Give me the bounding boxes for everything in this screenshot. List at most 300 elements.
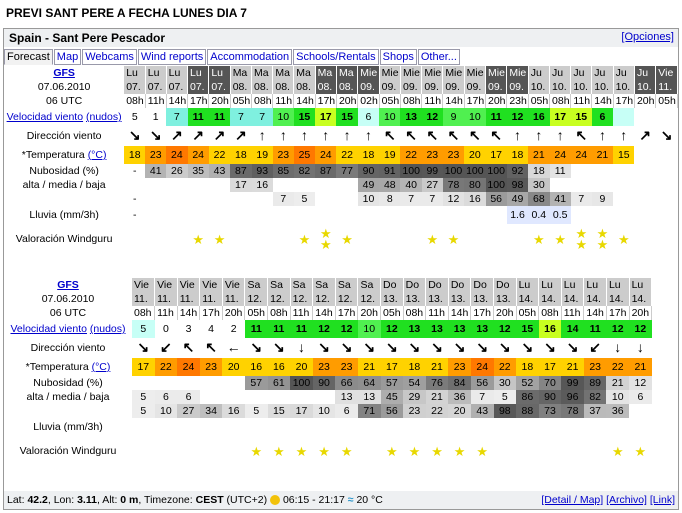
cloud-cell: 27 bbox=[422, 178, 443, 192]
footer-bar bbox=[4, 491, 678, 509]
time-cell: 09. bbox=[400, 80, 421, 94]
temperature-cell: 22 bbox=[606, 358, 629, 376]
cloud-cell bbox=[634, 164, 655, 178]
time-cell: 11. bbox=[200, 292, 223, 306]
time-cell: 05h bbox=[230, 94, 251, 108]
temperature-cell: 24 bbox=[177, 358, 200, 376]
time-cell: 14h bbox=[313, 306, 336, 320]
time-cell: 08h bbox=[403, 306, 426, 320]
cloud-cell: 20 bbox=[448, 404, 471, 418]
tab-shops[interactable]: Shops bbox=[380, 49, 417, 65]
rain-cell bbox=[358, 418, 381, 436]
wind-direction-cell bbox=[516, 338, 539, 358]
cloud-cell: 84 bbox=[448, 376, 471, 390]
time-cell: 20h bbox=[336, 94, 357, 108]
header-label-dates: 07.06.2010 bbox=[41, 293, 95, 305]
time-cell: Do bbox=[381, 278, 404, 292]
star-icon: ★ bbox=[318, 443, 330, 459]
rating-cell bbox=[188, 224, 209, 254]
time-cell: Ma bbox=[273, 66, 294, 80]
wind-arrow-icon: ↘ bbox=[363, 339, 376, 355]
wind-direction-cell bbox=[550, 126, 571, 146]
rating-cell bbox=[550, 224, 571, 254]
rain-cell bbox=[448, 418, 471, 436]
forecast-widget bbox=[3, 28, 679, 510]
wind-speed-cell: 11 bbox=[209, 108, 230, 126]
wind-arrow-icon: ↘ bbox=[476, 339, 489, 355]
time-cell: 12. bbox=[268, 292, 291, 306]
cloud-cell bbox=[592, 164, 613, 178]
time-cell: Ma bbox=[315, 66, 336, 80]
rain-cell bbox=[571, 206, 592, 224]
model-link[interactable]: GFS bbox=[53, 67, 75, 79]
rain-cell bbox=[188, 206, 209, 224]
cloud-cell: 29 bbox=[403, 390, 426, 404]
cloud-cell bbox=[571, 178, 592, 192]
time-cell: 08h bbox=[252, 94, 273, 108]
cloud-cell bbox=[656, 192, 678, 206]
wind-speed-cell: 6 bbox=[592, 108, 613, 126]
rating-cell bbox=[294, 224, 315, 254]
cloud-cell: 6 bbox=[335, 404, 358, 418]
star-icon: ★ bbox=[596, 226, 609, 241]
wind-arrow-icon: ↑ bbox=[598, 127, 606, 143]
time-cell: 17h bbox=[464, 94, 485, 108]
star-icon: ★ bbox=[575, 226, 588, 241]
rain-row bbox=[4, 418, 652, 436]
wind-speed-cell: 9 bbox=[443, 108, 464, 126]
wind-arrow-icon: ↖ bbox=[468, 127, 481, 143]
rain-cell bbox=[629, 418, 652, 436]
wind-speed-cell: 12 bbox=[422, 108, 443, 126]
time-cell: Ma bbox=[294, 66, 315, 80]
time-cell: Lu bbox=[124, 66, 145, 80]
time-cell: 13. bbox=[403, 292, 426, 306]
rating-cell bbox=[379, 224, 400, 254]
model-link[interactable]: GFS bbox=[57, 279, 79, 291]
time-cell: Lu bbox=[539, 278, 562, 292]
cloud-cell bbox=[629, 404, 652, 418]
temperature-cell: 18 bbox=[507, 146, 528, 164]
speed-link[interactable]: Velocidad viento bbox=[6, 111, 84, 123]
time-cell: 17h bbox=[613, 94, 634, 108]
time-cell: 07. bbox=[188, 80, 209, 94]
star-icon: ★ bbox=[554, 231, 567, 247]
cloud-cell: 7 bbox=[400, 192, 421, 206]
time-cell: 07. bbox=[124, 80, 145, 94]
time-cell: Lu bbox=[166, 66, 187, 80]
wind-speed-row-label bbox=[4, 108, 124, 126]
temperature-cell: 24 bbox=[188, 146, 209, 164]
wind-arrow-icon: ↓ bbox=[297, 339, 305, 355]
wind-direction-cell bbox=[400, 126, 421, 146]
wind-arrow-icon: ↖ bbox=[383, 127, 396, 143]
rain-cell bbox=[400, 206, 421, 224]
cloud-cell: 96 bbox=[561, 390, 584, 404]
temperature-cell: 23 bbox=[273, 146, 294, 164]
star-icon: ★ bbox=[426, 231, 439, 247]
cloud-cell: 66 bbox=[335, 376, 358, 390]
temperature-cell: 16 bbox=[245, 358, 268, 376]
header-row-hours bbox=[4, 306, 652, 320]
wind-direction-row-label: Dirección viento bbox=[30, 342, 106, 354]
time-cell: 10. bbox=[571, 80, 592, 94]
wind-speed-cell: 0 bbox=[155, 320, 178, 338]
cloud-cell bbox=[613, 192, 634, 206]
header-row-dates bbox=[4, 292, 652, 306]
tab-map[interactable]: Map bbox=[54, 49, 81, 65]
rain-cell bbox=[290, 418, 313, 436]
wind-arrow-icon: ↘ bbox=[318, 339, 330, 355]
wind-direction-cell bbox=[606, 338, 629, 358]
sun-icon bbox=[270, 495, 280, 505]
cloud-cell: 82 bbox=[584, 390, 607, 404]
time-cell: 14. bbox=[516, 292, 539, 306]
wind-speed-cell: 16 bbox=[528, 108, 549, 126]
wind-direction-cell bbox=[494, 338, 517, 358]
cloud-cell: 56 bbox=[381, 404, 404, 418]
star-icon: ★ bbox=[634, 443, 647, 459]
time-cell: Ju bbox=[528, 66, 549, 80]
detail-map-link[interactable]: [Detail / Map] bbox=[541, 494, 604, 506]
knots-link[interactable]: (nudos) bbox=[89, 323, 126, 335]
time-cell: Ju bbox=[634, 66, 655, 80]
rating-cell bbox=[494, 436, 517, 466]
wind-arrow-icon: ↗ bbox=[192, 127, 205, 143]
time-cell: 20h bbox=[358, 306, 381, 320]
cloud-cell: 64 bbox=[358, 376, 381, 390]
rating-cell bbox=[443, 224, 464, 254]
tab-accommodation[interactable]: Accommodation bbox=[207, 49, 292, 65]
header-label-dates: 07.06.2010 bbox=[37, 81, 91, 93]
rating-cell bbox=[132, 436, 155, 466]
star-icon: ★ bbox=[319, 237, 332, 252]
rating-cell bbox=[252, 224, 273, 254]
rain-cell bbox=[464, 206, 485, 224]
time-cell: 11h bbox=[561, 306, 584, 320]
time-cell: 10. bbox=[634, 80, 655, 94]
cloud-cell: 76 bbox=[426, 376, 449, 390]
wind-direction-cell bbox=[188, 126, 209, 146]
wind-speed-cell: 2 bbox=[222, 320, 245, 338]
time-cell: 10. bbox=[528, 80, 549, 94]
time-cell: 23h bbox=[507, 94, 528, 108]
time-cell: Lu bbox=[584, 278, 607, 292]
wind-arrow-icon: ↙ bbox=[589, 339, 602, 355]
cloud-row-mid-label: alta / media / baja bbox=[22, 179, 106, 191]
star-icon: ★ bbox=[431, 443, 443, 459]
time-cell: 14. bbox=[584, 292, 607, 306]
cloud-cell bbox=[252, 192, 273, 206]
wind-speed-cell: 11 bbox=[245, 320, 268, 338]
cloud-cell: 36 bbox=[448, 390, 471, 404]
wind-speed-cell: 11 bbox=[188, 108, 209, 126]
wind-arrow-icon: ↓ bbox=[636, 339, 644, 355]
time-cell: 09. bbox=[486, 80, 507, 94]
rain-cell bbox=[335, 418, 358, 436]
celsius-link[interactable]: (°C) bbox=[91, 361, 111, 373]
rating-cell bbox=[313, 436, 336, 466]
cloud-cell: 98 bbox=[494, 404, 517, 418]
cloud-cell: 57 bbox=[381, 376, 404, 390]
cloud-cell bbox=[145, 192, 166, 206]
time-cell: 13. bbox=[426, 292, 449, 306]
cloud-cell: 88 bbox=[516, 404, 539, 418]
rating-cell bbox=[358, 224, 379, 254]
wind-speed-cell: 11 bbox=[486, 108, 507, 126]
cloud-cell: 87 bbox=[315, 164, 336, 178]
knots-link[interactable]: (nudos) bbox=[86, 111, 122, 123]
cloud-cell: 68 bbox=[528, 192, 549, 206]
cloud-cell: 22 bbox=[426, 404, 449, 418]
rain-cell bbox=[426, 418, 449, 436]
cloud-cell: 21 bbox=[426, 390, 449, 404]
time-cell: 20h bbox=[634, 94, 655, 108]
cloud-cell: 5 bbox=[132, 404, 155, 418]
wind-speed-cell: 7 bbox=[230, 108, 251, 126]
wind-arrow-icon: ↖ bbox=[405, 127, 418, 143]
cloud-cell bbox=[209, 192, 230, 206]
cloud-cell: 5 bbox=[132, 390, 155, 404]
temperature-cell: 21 bbox=[528, 146, 549, 164]
rating-cell bbox=[561, 436, 584, 466]
cloud-cell: 100 bbox=[487, 165, 505, 177]
cloud-cell: 41 bbox=[550, 192, 571, 206]
cloud-cell: 100 bbox=[466, 165, 484, 177]
cloud-cell: 10 bbox=[155, 404, 178, 418]
rating-cell bbox=[290, 436, 313, 466]
rain-cell bbox=[166, 206, 187, 224]
rain-cell bbox=[358, 206, 379, 224]
wind-arrow-icon: ↑ bbox=[343, 127, 351, 143]
wind-direction-row bbox=[4, 126, 678, 146]
rain-row-label: Lluvia (mm/3h) bbox=[29, 209, 99, 221]
wind-direction-cell bbox=[629, 338, 652, 358]
cloud-cell bbox=[592, 178, 613, 192]
cloud-cell: 71 bbox=[358, 404, 381, 418]
time-cell: Mie bbox=[358, 66, 379, 80]
cloud-cell: 34 bbox=[200, 404, 223, 418]
temp-text: *Temperatura bbox=[21, 149, 85, 161]
cloud-cell bbox=[177, 376, 200, 390]
wind-direction-cell bbox=[539, 338, 562, 358]
rating-cell bbox=[584, 436, 607, 466]
cloud-row-hi bbox=[4, 164, 678, 178]
cloud-row-hi-label: Nubosidad (%) bbox=[33, 377, 103, 389]
cloud-cell bbox=[145, 178, 166, 192]
time-cell: 14h bbox=[177, 306, 200, 320]
header-label-days[interactable] bbox=[4, 66, 124, 80]
tab-bar bbox=[4, 49, 461, 65]
time-cell: 05h bbox=[381, 306, 404, 320]
cloud-row-lo-label bbox=[4, 192, 124, 206]
rain-row-label: Lluvia (mm/3h) bbox=[33, 421, 103, 433]
rain-cell bbox=[245, 418, 268, 436]
wind-direction-cell bbox=[571, 126, 592, 146]
time-cell: 11h bbox=[422, 94, 443, 108]
time-cell: Lu bbox=[606, 278, 629, 292]
star-icon: ★ bbox=[250, 443, 263, 459]
star-icon: ★ bbox=[340, 443, 353, 459]
wind-arrow-icon: ↘ bbox=[128, 127, 141, 143]
time-cell: 14h bbox=[584, 306, 607, 320]
cloud-cell: 10 bbox=[358, 192, 379, 206]
temperature-cell: 24 bbox=[571, 146, 592, 164]
wind-speed-cell: 10 bbox=[464, 108, 485, 126]
temperature-cell: 21 bbox=[592, 146, 613, 164]
wind-arrow-icon: ↑ bbox=[556, 127, 564, 143]
cloud-cell: 100 bbox=[402, 165, 420, 177]
temperature-row bbox=[4, 146, 678, 164]
time-cell: Do bbox=[471, 278, 494, 292]
wind-arrow-icon: ↗ bbox=[234, 127, 247, 143]
rain-cell bbox=[200, 418, 223, 436]
cloud-cell bbox=[268, 390, 291, 404]
cloud-cell: 16 bbox=[464, 192, 485, 206]
time-cell: 17h bbox=[200, 306, 223, 320]
time-cell: Ma bbox=[230, 66, 251, 80]
wind-arrow-icon: ↑ bbox=[535, 127, 543, 143]
cloud-cell: 12 bbox=[443, 192, 464, 206]
rating-cell bbox=[145, 224, 166, 254]
wind-direction-cell bbox=[448, 338, 471, 358]
cloud-cell: 40 bbox=[400, 178, 421, 192]
time-cell: 11. bbox=[656, 80, 678, 94]
tab-schools-rentals[interactable]: Schools/Rentals bbox=[293, 49, 379, 65]
cloud-cell: - bbox=[124, 192, 145, 206]
time-cell: 08. bbox=[230, 80, 251, 94]
rating-cell bbox=[516, 436, 539, 466]
rating-cell bbox=[155, 436, 178, 466]
cloud-cell: 78 bbox=[561, 404, 584, 418]
cloud-cell bbox=[336, 178, 357, 192]
time-cell: Sa bbox=[268, 278, 291, 292]
tab-wind-reports[interactable]: Wind reports bbox=[138, 49, 206, 65]
wind-direction-cell bbox=[252, 126, 273, 146]
wind-direction-cell bbox=[426, 338, 449, 358]
wind-speed-cell: 10 bbox=[379, 108, 400, 126]
wind-direction-cell bbox=[379, 126, 400, 146]
time-cell: Mie bbox=[486, 66, 507, 80]
cloud-cell: 11 bbox=[550, 164, 571, 178]
temperature-cell: 23 bbox=[584, 358, 607, 376]
cloud-cell: 16 bbox=[222, 404, 245, 418]
cloud-cell: 90 bbox=[358, 164, 379, 178]
wind-speed-cell: 5 bbox=[124, 108, 145, 126]
rating-cell bbox=[166, 224, 187, 254]
wind-speed-cell bbox=[613, 108, 634, 126]
permalink-link[interactable]: [Link] bbox=[649, 494, 675, 506]
time-cell: 13. bbox=[494, 292, 517, 306]
wind-direction-cell bbox=[358, 338, 381, 358]
wind-speed-cell: 1 bbox=[145, 108, 166, 126]
celsius-link[interactable]: (°C) bbox=[87, 149, 107, 161]
wind-direction-cell bbox=[209, 126, 230, 146]
cloud-cell bbox=[656, 164, 678, 178]
rain-cell bbox=[656, 206, 678, 224]
time-cell: 11h bbox=[155, 306, 178, 320]
rating-cell bbox=[177, 436, 200, 466]
time-cell: 12. bbox=[313, 292, 336, 306]
star-icon: ★ bbox=[447, 231, 460, 247]
header-label-days[interactable] bbox=[4, 278, 132, 292]
time-cell: 09. bbox=[507, 80, 528, 94]
cloud-cell: 15 bbox=[268, 404, 291, 418]
tab-webcams[interactable]: Webcams bbox=[82, 49, 137, 65]
rating-cell bbox=[400, 224, 421, 254]
rating-cell bbox=[273, 224, 294, 254]
temperature-cell: 21 bbox=[561, 358, 584, 376]
speed-link[interactable]: Velocidad viento bbox=[10, 323, 87, 335]
wind-speed-cell: 15 bbox=[571, 108, 592, 126]
wind-arrow-icon: ↖ bbox=[490, 127, 503, 143]
cloud-row-hi-label: Nubosidad (%) bbox=[29, 165, 99, 177]
rating-cell bbox=[528, 224, 549, 254]
time-cell: 14h bbox=[448, 306, 471, 320]
star-icon: ★ bbox=[319, 226, 332, 241]
tab-forecast[interactable]: Forecast bbox=[4, 49, 53, 65]
temperature-cell: 24 bbox=[166, 146, 187, 164]
wind-direction-cell bbox=[358, 126, 379, 146]
wind-direction-cell bbox=[313, 338, 336, 358]
cloud-cell: 85 bbox=[273, 164, 294, 178]
cloud-cell: 93 bbox=[252, 164, 273, 178]
temperature-cell bbox=[634, 146, 655, 164]
cloud-cell bbox=[132, 376, 155, 390]
rain-cell bbox=[516, 418, 539, 436]
temperature-cell: 20 bbox=[464, 146, 485, 164]
cloud-cell: 57 bbox=[245, 376, 268, 390]
wind-speed-cell: 17 bbox=[550, 108, 571, 126]
wind-arrow-icon: ↑ bbox=[514, 127, 522, 143]
cloud-cell: 10 bbox=[606, 390, 629, 404]
cloud-cell bbox=[230, 192, 251, 206]
cloud-cell: 13 bbox=[335, 390, 358, 404]
rain-cell: - bbox=[132, 209, 137, 221]
rating-cell bbox=[486, 224, 507, 254]
rating-cell bbox=[200, 436, 223, 466]
rain-cell bbox=[634, 206, 655, 224]
tab-other[interactable]: Other... bbox=[418, 49, 460, 65]
wind-speed-cell: 12 bbox=[629, 320, 652, 338]
cloud-row-lo-label bbox=[4, 404, 132, 418]
time-cell: 17h bbox=[471, 306, 494, 320]
cloud-cell: 37 bbox=[584, 404, 607, 418]
wind-speed-cell: 11 bbox=[290, 320, 313, 338]
wind-arrow-icon: ↖ bbox=[426, 127, 439, 143]
opciones-link[interactable]: [Opciones] bbox=[621, 31, 674, 43]
time-cell: 14h bbox=[592, 94, 613, 108]
wind-arrow-icon: ↖ bbox=[205, 339, 217, 355]
archive-link[interactable]: [Archivo] bbox=[606, 494, 647, 506]
rating-cell bbox=[507, 224, 528, 254]
time-cell: 14h bbox=[166, 94, 187, 108]
wind-direction-cell bbox=[336, 126, 357, 146]
rating-cell bbox=[571, 224, 592, 254]
wind-direction-cell bbox=[222, 338, 245, 358]
cloud-cell bbox=[273, 178, 294, 192]
temperature-cell: 24 bbox=[315, 146, 336, 164]
temperature-row bbox=[4, 358, 652, 376]
wind-speed-cell bbox=[656, 108, 678, 126]
time-cell: Ju bbox=[571, 66, 592, 80]
rating-row-label: Valoración Windguru bbox=[19, 445, 117, 457]
cloud-row-hi bbox=[4, 376, 652, 390]
time-cell: 12. bbox=[245, 292, 268, 306]
rating-cell bbox=[634, 224, 655, 254]
time-cell: Vie bbox=[177, 278, 200, 292]
wind-arrow-icon: ↗ bbox=[213, 127, 226, 143]
